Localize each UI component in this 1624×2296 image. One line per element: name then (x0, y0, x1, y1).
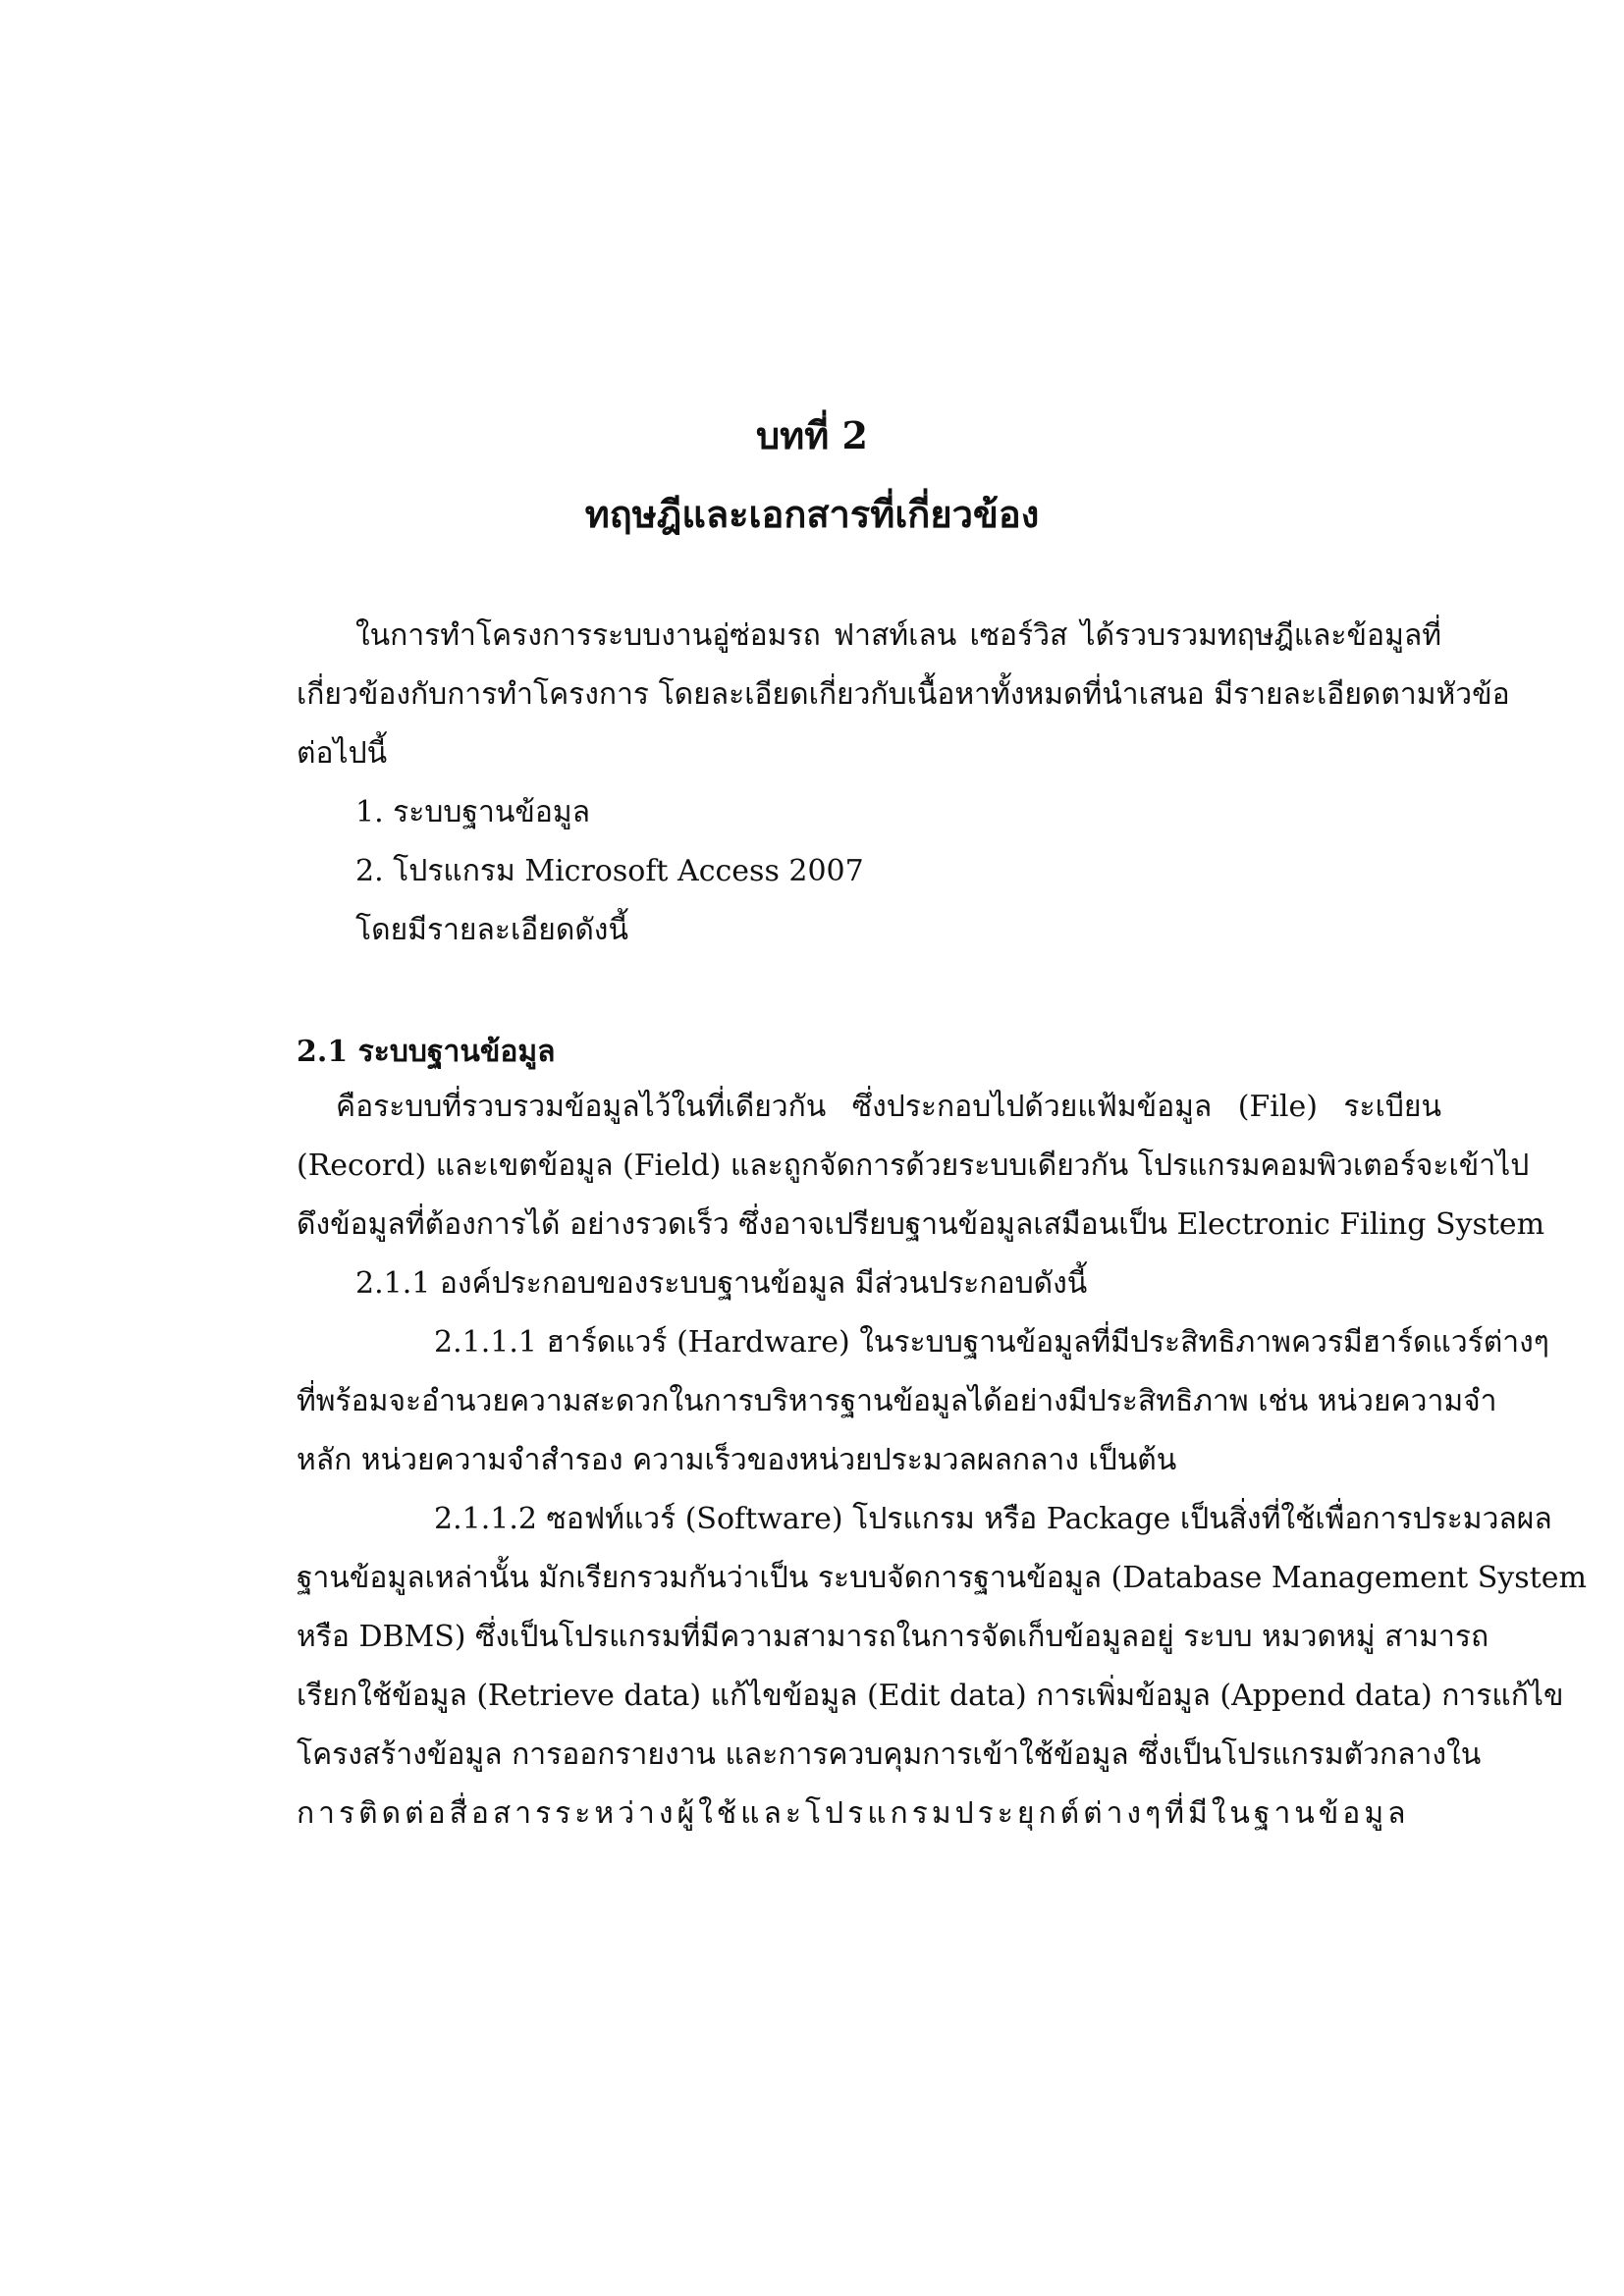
chapter-title: ทฤษฎีและเอกสารที่เกี่ยวข้อง (584, 492, 1040, 536)
hardware-line-3: หลัก หน่วยความจำสำรอง ความเร็วของหน่วยประมวลผลกลาง เป็นต้น (297, 1443, 1177, 1477)
intro-closing: โดยมีรายละเอียดดังนี้ (355, 913, 628, 947)
section-line-2: (Record) และเขตข้อมูล (Field) และถูกจัดการด้วยระบบเดียวกัน โปรแกรมคอมพิวเตอร์จะเข้าไป (297, 1148, 1530, 1183)
intro-line-1: ในการทำโครงการระบบงานอู่ซ่อมรถ ฟาสท์เลน เซอร์วิส ได้รวบรวมทฤษฎีและข้อมูลที่ (355, 618, 1441, 653)
intro-line-3: ต่อไปนี้ (297, 736, 388, 771)
subsection-heading: 2.1.1 องค์ประกอบของระบบฐานข้อมูล มีส่วนประกอบดังนี้ (355, 1266, 1088, 1301)
intro-line-2: เกี่ยวข้องกับการทำโครงการ โดยละเอียดเกี่ยวกับเนื้อหาทั้งหมดที่นำเสนอ มีรายละเอียดตามหัวข้อ (297, 677, 1510, 712)
intro-list-item: 1. ระบบฐานข้อมูล (355, 795, 591, 829)
software-line-6: การติดต่อสื่อสารระหว่างผู้ใช้และโปรแกรมประยุกต์ต่างๆที่มีในฐานข้อมูล (297, 1796, 1410, 1831)
software-line-1: 2.1.1.2 ซอฟท์แวร์ (Software) โปรแกรม หรือ Package เป็นสิ่งที่ใช้เพื่อการประมวลผล (434, 1502, 1552, 1536)
software-line-4: เรียกใช้ข้อมูล (Retrieve data) แก้ไขข้อมูล (Edit data) การเพิ่มข้อมูล (Append data) การแก้ไข (297, 1679, 1564, 1713)
software-line-2: ฐานข้อมูลเหล่านั้น มักเรียกรวมกันว่าเป็น ระบบจัดการฐานข้อมูล (Database Management System (297, 1561, 1587, 1595)
hardware-line-1: 2.1.1.1 ฮาร์ดแวร์ (Hardware) ในระบบฐานข้อมูลที่มีประสิทธิภาพควรมีฮาร์ดแวร์ต่างๆ (434, 1325, 1549, 1360)
intro-list-item: 2. โปรแกรม Microsoft Access 2007 (355, 854, 864, 888)
section-line-1: คือระบบที่รวบรวมข้อมูลไว้ในที่เดียวกัน ซึ่งประกอบไปด้วยแฟ้มข้อมูล (File) ระเบียน (336, 1090, 1441, 1124)
hardware-line-2: ที่พร้อมจะอำนวยความสะดวกในการบริหารฐานข้อมูลได้อย่างมีประสิทธิภาพ เช่น หน่วยความจำ (297, 1384, 1497, 1418)
section-line-3: ดึงข้อมูลที่ต้องการได้ อย่างรวดเร็ว ซึ่งอาจเปรียบฐานข้อมูลเสมือนเป็น Electronic Filing System (297, 1207, 1545, 1242)
software-line-3: หรือ DBMS) ซึ่งเป็นโปรแกรมที่มีความสามารถในการจัดเก็บข้อมูลอยู่ ระบบ หมวดหมู่ สามารถ (297, 1620, 1489, 1654)
software-line-5: โครงสร้างข้อมูล การออกรายงาน และการควบคุมการเข้าใช้ข้อมูล ซึ่งเป็นโปรแกรมตัวกลางใน (297, 1737, 1482, 1772)
section-heading: 2.1 ระบบฐานข้อมูล (297, 1035, 556, 1069)
chapter-number: บทที่ 2 (756, 413, 868, 457)
